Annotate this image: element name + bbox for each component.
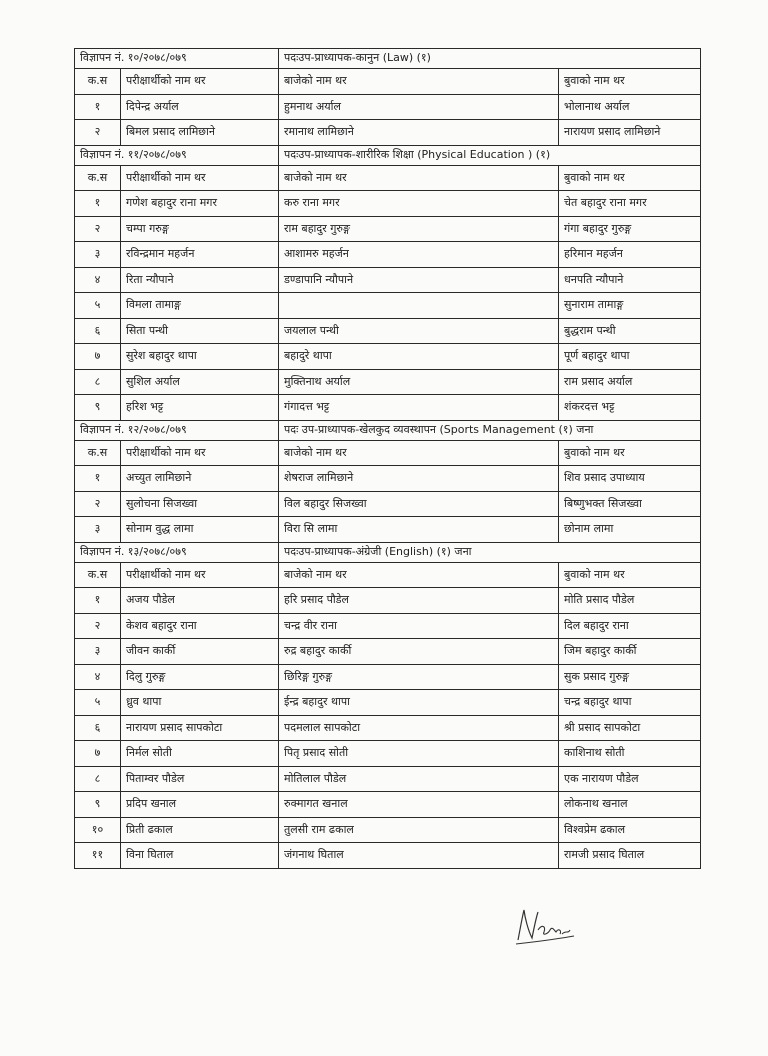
grandfather-name: रमानाथ लामिछाने: [279, 120, 559, 146]
candidate-name: दिलु गुरुङ्ग: [121, 664, 279, 690]
vacancy-post: पदःउप-प्राध्यापक-अंग्रेजी (English) (१) जना: [279, 542, 701, 562]
candidate-name: अजय पौडेल: [121, 588, 279, 614]
grandfather-name: पितृ प्रसाद सोती: [279, 741, 559, 767]
table-row: [75, 715, 701, 741]
candidate-name: चम्पा गरुङ्ग: [121, 216, 279, 242]
serial-number: १: [75, 588, 121, 614]
table-row: [75, 191, 701, 217]
candidate-name: गणेश बहादुर राना मगर: [121, 191, 279, 217]
vacancy-number: विज्ञापन नं. ११/२०७८/०७९: [75, 145, 279, 165]
grandfather-name: आशामरु महर्जन: [279, 242, 559, 268]
grandfather-name: राम बहादुर गुरुङ्ग: [279, 216, 559, 242]
column-header-grandfather: बाजेको नाम थर: [279, 562, 559, 588]
father-name: शंकरदत्त भट्ट: [559, 395, 701, 421]
column-header-row: [75, 165, 701, 191]
vacancy-post: पदः उप-प्राध्यापक-खेलकुद व्यवस्थापन (Sports Management (१) जना: [279, 420, 701, 440]
serial-number: १: [75, 94, 121, 120]
father-name: नारायण प्रसाद लामिछाने: [559, 120, 701, 146]
father-name: बिष्णुभक्त सिजख्वा: [559, 491, 701, 517]
table-row: [75, 664, 701, 690]
serial-number: ८: [75, 766, 121, 792]
column-header-father: बुवाको नाम थर: [559, 562, 701, 588]
column-header-sn: क.स: [75, 165, 121, 191]
table-row: [75, 613, 701, 639]
vacancy-post: पदःउप-प्राध्यापक-कानुन (Law) (१): [279, 49, 701, 69]
table-row: [75, 741, 701, 767]
grandfather-name: मोतिलाल पौडेल: [279, 766, 559, 792]
father-name: श्री प्रसाद सापकोटा: [559, 715, 701, 741]
grandfather-name: छिरिङ्ग गुरुङ्ग: [279, 664, 559, 690]
candidate-name: सुशिल अर्याल: [121, 369, 279, 395]
column-header-father: बुवाको नाम थर: [559, 165, 701, 191]
grandfather-name: बहादुरे थापा: [279, 344, 559, 370]
column-header-sn: क.स: [75, 440, 121, 466]
grandfather-name: डण्डापानि न्यौपाने: [279, 267, 559, 293]
signature: [512, 900, 582, 950]
candidate-name: पिताम्वर पौडेल: [121, 766, 279, 792]
serial-number: १: [75, 191, 121, 217]
serial-number: ७: [75, 741, 121, 767]
serial-number: ११: [75, 843, 121, 869]
candidate-name: अच्युत लामिछाने: [121, 466, 279, 492]
grandfather-name: तुलसी राम ढकाल: [279, 817, 559, 843]
grandfather-name: जयलाल पन्थी: [279, 318, 559, 344]
candidate-name: निर्मल सोती: [121, 741, 279, 767]
table-row: [75, 466, 701, 492]
table-row: [75, 792, 701, 818]
candidate-name: विमला तामाङ्ग: [121, 293, 279, 319]
grandfather-name: हरि प्रसाद पौडेल: [279, 588, 559, 614]
column-header-sn: क.स: [75, 69, 121, 95]
father-name: दिल बहादुर राना: [559, 613, 701, 639]
table-row: [75, 94, 701, 120]
column-header-father: बुवाको नाम थर: [559, 440, 701, 466]
table-row: [75, 216, 701, 242]
vacancy-post: पदःउप-प्राध्यापक-शारीरिक शिक्षा (Physical Education ) (१): [279, 145, 701, 165]
grandfather-name: शेषराज लामिछाने: [279, 466, 559, 492]
father-name: धनपति न्यौपाने: [559, 267, 701, 293]
grandfather-name: रुक्मागत खनाल: [279, 792, 559, 818]
table-row: [75, 344, 701, 370]
serial-number: ६: [75, 715, 121, 741]
grandfather-name: रुद्र बहादुर कार्की: [279, 639, 559, 665]
grandfather-name: पदमलाल सापकोटा: [279, 715, 559, 741]
serial-number: १०: [75, 817, 121, 843]
father-name: छोनाम लामा: [559, 517, 701, 543]
grandfather-name: ईन्द्र बहादुर थापा: [279, 690, 559, 716]
column-header-candidate: परीक्षार्थीको नाम थर: [121, 440, 279, 466]
serial-number: ६: [75, 318, 121, 344]
table-row: [75, 588, 701, 614]
candidate-name: सिता पन्थी: [121, 318, 279, 344]
father-name: राम प्रसाद अर्याल: [559, 369, 701, 395]
table-row: [75, 766, 701, 792]
serial-number: २: [75, 216, 121, 242]
table-row: [75, 395, 701, 421]
father-name: चेत बहादुर राना मगर: [559, 191, 701, 217]
serial-number: ३: [75, 242, 121, 268]
father-name: सुनाराम तामाङ्ग: [559, 293, 701, 319]
father-name: काशिनाथ सोती: [559, 741, 701, 767]
vacancy-number: विज्ञापन नं. १०/२०७८/०७९: [75, 49, 279, 69]
grandfather-name: विरा सि लामा: [279, 517, 559, 543]
serial-number: ४: [75, 664, 121, 690]
serial-number: २: [75, 491, 121, 517]
candidate-name: रिता न्यौपाने: [121, 267, 279, 293]
candidate-name: हरिश भट्ट: [121, 395, 279, 421]
candidate-name: सुलोचना सिजख्वा: [121, 491, 279, 517]
candidate-name: प्रदिप खनाल: [121, 792, 279, 818]
table-row: [75, 843, 701, 869]
vacancy-number: विज्ञापन नं. १३/२०७८/०७९: [75, 542, 279, 562]
serial-number: ८: [75, 369, 121, 395]
column-header-row: [75, 562, 701, 588]
candidate-list-body: [75, 49, 701, 869]
serial-number: २: [75, 120, 121, 146]
candidate-name: प्रिती ढकाल: [121, 817, 279, 843]
grandfather-name: गंगादत्त भट्ट: [279, 395, 559, 421]
table-row: [75, 491, 701, 517]
candidate-name: जीवन कार्की: [121, 639, 279, 665]
vacancy-header-row: [75, 542, 701, 562]
column-header-grandfather: बाजेको नाम थर: [279, 165, 559, 191]
grandfather-name: चन्द्र वीर राना: [279, 613, 559, 639]
serial-number: ९: [75, 395, 121, 421]
father-name: शिव प्रसाद उपाध्याय: [559, 466, 701, 492]
table-row: [75, 817, 701, 843]
column-header-candidate: परीक्षार्थीको नाम थर: [121, 69, 279, 95]
candidate-list-table: [74, 48, 701, 869]
candidate-name: दिपेन्द्र अर्याल: [121, 94, 279, 120]
serial-number: ७: [75, 344, 121, 370]
serial-number: ४: [75, 267, 121, 293]
grandfather-name: [279, 293, 559, 319]
grandfather-name: करु राना मगर: [279, 191, 559, 217]
father-name: विश्वप्रेम ढकाल: [559, 817, 701, 843]
father-name: भोलानाथ अर्याल: [559, 94, 701, 120]
serial-number: ५: [75, 293, 121, 319]
candidate-name: रविन्द्रमान महर्जन: [121, 242, 279, 268]
table-row: [75, 267, 701, 293]
father-name: जिम बहादुर कार्की: [559, 639, 701, 665]
grandfather-name: हुमनाथ अर्याल: [279, 94, 559, 120]
table-row: [75, 318, 701, 344]
column-header-candidate: परीक्षार्थीको नाम थर: [121, 562, 279, 588]
table-row: [75, 639, 701, 665]
serial-number: २: [75, 613, 121, 639]
grandfather-name: मुक्तिनाथ अर्याल: [279, 369, 559, 395]
vacancy-number: विज्ञापन नं. १२/२०७८/०७९: [75, 420, 279, 440]
column-header-grandfather: बाजेको नाम थर: [279, 69, 559, 95]
vacancy-header-row: [75, 145, 701, 165]
candidate-name: सोनाम वुद्ध लामा: [121, 517, 279, 543]
father-name: सुक प्रसाद गुरुङ्ग: [559, 664, 701, 690]
column-header-father: बुवाको नाम थर: [559, 69, 701, 95]
serial-number: ५: [75, 690, 121, 716]
column-header-sn: क.स: [75, 562, 121, 588]
table-row: [75, 517, 701, 543]
candidate-name: सुरेश बहादुर थापा: [121, 344, 279, 370]
table-row: [75, 690, 701, 716]
father-name: गंगा बहादुर गुरुङ्ग: [559, 216, 701, 242]
column-header-row: [75, 69, 701, 95]
father-name: मोति प्रसाद पौडेल: [559, 588, 701, 614]
father-name: चन्द्र बहादुर थापा: [559, 690, 701, 716]
father-name: लोकनाथ खनाल: [559, 792, 701, 818]
table-row: [75, 293, 701, 319]
father-name: हरिमान महर्जन: [559, 242, 701, 268]
grandfather-name: विल बहादुर सिजख्वा: [279, 491, 559, 517]
table-row: [75, 120, 701, 146]
candidate-name: नारायण प्रसाद सापकोटा: [121, 715, 279, 741]
grandfather-name: जंगनाथ घिताल: [279, 843, 559, 869]
father-name: पूर्ण बहादुर थापा: [559, 344, 701, 370]
candidate-name: ध्रुव थापा: [121, 690, 279, 716]
candidate-name: केशव बहादुर राना: [121, 613, 279, 639]
serial-number: १: [75, 466, 121, 492]
father-name: बुद्धराम पन्थी: [559, 318, 701, 344]
father-name: एक नारायण पौडेल: [559, 766, 701, 792]
serial-number: ९: [75, 792, 121, 818]
table-row: [75, 242, 701, 268]
candidate-name: विना घिताल: [121, 843, 279, 869]
column-header-row: [75, 440, 701, 466]
serial-number: ३: [75, 517, 121, 543]
candidate-name: बिमल प्रसाद लामिछाने: [121, 120, 279, 146]
vacancy-header-row: [75, 49, 701, 69]
vacancy-header-row: [75, 420, 701, 440]
father-name: रामजी प्रसाद घिताल: [559, 843, 701, 869]
serial-number: ३: [75, 639, 121, 665]
column-header-candidate: परीक्षार्थीको नाम थर: [121, 165, 279, 191]
table-row: [75, 369, 701, 395]
column-header-grandfather: बाजेको नाम थर: [279, 440, 559, 466]
